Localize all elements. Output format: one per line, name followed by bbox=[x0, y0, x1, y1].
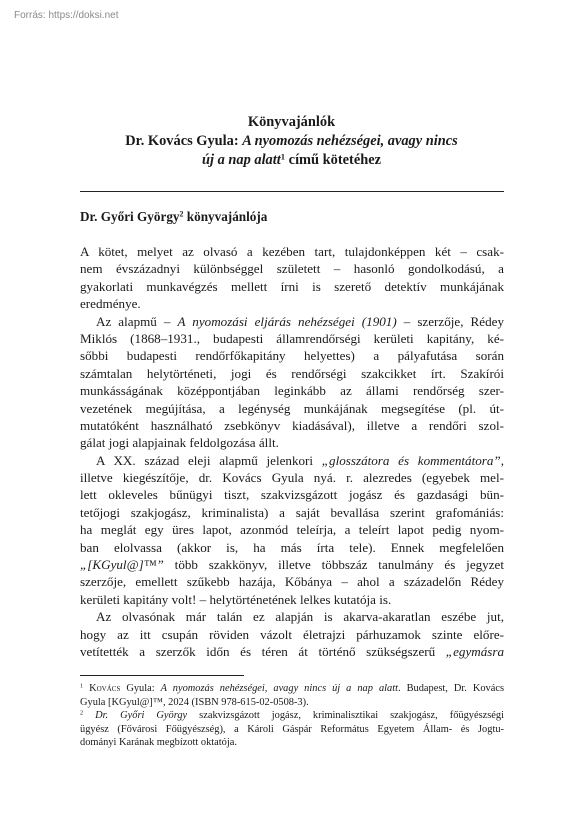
footnote-2-cont: dományi Karának megbízott oktatója. bbox=[80, 737, 237, 748]
text-line: A XX. század eleji alapmű jelenkori „glosszátora és kommentátora”, bbox=[96, 452, 504, 468]
text-line: lett okleveles bűnügyi tiszt, szakvizsgázott jogász és gazdasági bün- bbox=[80, 487, 504, 503]
section-title: Könyvajánlók bbox=[247, 114, 336, 130]
text-line: számtalan helytörténeti, jogi és rendőrségi szakcikket írt. Szakírói bbox=[80, 365, 504, 381]
document-header bbox=[72, 113, 511, 170]
article-body bbox=[80, 243, 504, 660]
text-line: sőbbi budapesti rendőrfőkapitány helyettes) a pályafutása során bbox=[80, 348, 504, 364]
footnote-ref-1[interactable]: 1 bbox=[280, 151, 286, 162]
text-line: nem évszázadnyi különbséggel született – hasonló gondolkodású, a bbox=[80, 261, 504, 277]
text-line: gálat jogi alapjainak feldolgozása állt. bbox=[80, 435, 279, 451]
book-title-italic: A nyomozás nehézségei, avagy nincs bbox=[242, 133, 458, 149]
book-title-suffix: című kötetéhez bbox=[285, 152, 381, 168]
header-divider bbox=[80, 191, 504, 192]
text-line: vetítették a szerzők időn és téren át történő szükségszerű „egymásra bbox=[80, 643, 504, 659]
text-line: kerületi kapitány volt! – helytörténetének lelkes kutatója is. bbox=[80, 591, 392, 607]
source-url: Forrás: https://doksi.net bbox=[14, 10, 119, 21]
review-author-heading bbox=[80, 209, 267, 225]
text-line: tetőjogi szakjogász, kriminalista) a saját bevallása szerint grafomániás: bbox=[80, 504, 504, 520]
text-line: munkásságának középpontjában leginkább az állami rendőrség szer- bbox=[80, 383, 504, 399]
text-line: eredménye. bbox=[80, 296, 141, 312]
book-title-line-2 bbox=[72, 151, 511, 170]
text-line: hogy az itt csupán röviden vázolt életrajzi párhuzamok szinte előre- bbox=[80, 626, 504, 642]
footnote-2: $^2$ Dr. Győri György szakvizsgázott jogász, kriminalisztikai szakjogász, főügyészségi bbox=[80, 709, 504, 721]
text-line: szerzője, emellett szűkebb hazája, Kőbánya – ahol a századelőn Rédey bbox=[80, 574, 504, 590]
text-line: gyakorlati munkavégzés mellett írni is szerető detektív munkájának bbox=[80, 278, 504, 294]
text-line: Az alapmű – A nyomozási eljárás nehézségei (1901) – szerzője, Rédey bbox=[96, 313, 504, 329]
text-line: „[KGyul@]™” több szakkönyv, illetve többszáz tanulmány és jegyzet bbox=[80, 557, 504, 573]
text-line: ha meglát egy üres lapot, azonmód teleírja, a teleírt lapot pedig nyom- bbox=[80, 522, 504, 538]
footnote-1-cont: Gyula [KGyul@]™, 2024 (ISBN 978-615-02-0508-3). bbox=[80, 696, 309, 708]
footnote-2-cont: ügyész (Fővárosi Főügyészség), a Károli Gáspár Református Egyetem Állam- és Jogtu- bbox=[80, 723, 504, 735]
footnote-1: $^1$ Kovács Gyula: A nyomozás nehézségei, avagy nincs új a nap alatt. Budapest, Dr. Kovács bbox=[80, 682, 504, 694]
book-author: Dr. Kovács Gyula: bbox=[125, 133, 243, 149]
text-line: A kötet, melyet az olvasó a kezében tart, tulajdonképpen két – csak- bbox=[80, 244, 504, 259]
text-line: Az olvasónak már talán ez alapján is akarva-akaratlan eszébe jut, bbox=[96, 609, 504, 625]
text-line: mutatóként használható zsebkönyv kiadásával), illetve a rendőri szol- bbox=[80, 417, 504, 433]
text-line: ban elolvassa (akkor is, ha más írta tele). Ennek megfelelően bbox=[80, 539, 504, 555]
book-title bbox=[72, 132, 511, 151]
footnote-divider bbox=[80, 675, 244, 676]
book-title-italic-2: új a nap alatt bbox=[201, 152, 281, 168]
text-line: Miklós (1868–1931., budapesti államrendőrségi kerületi kapitány, ké- bbox=[80, 330, 504, 346]
reviewer-name: Dr. Győri György bbox=[80, 209, 180, 224]
review-label: könyvajánlója bbox=[183, 209, 268, 224]
text-line: illetve kiegészítője, dr. Kovács Gyula nyá. r. alezredes (egyebek mel- bbox=[80, 470, 504, 486]
footnotes bbox=[80, 682, 504, 750]
footnote-ref-2[interactable]: 2 bbox=[179, 209, 184, 219]
text-line: vezetének megújítása, a legénység munkájának megsegítése (pl. út- bbox=[80, 400, 504, 416]
